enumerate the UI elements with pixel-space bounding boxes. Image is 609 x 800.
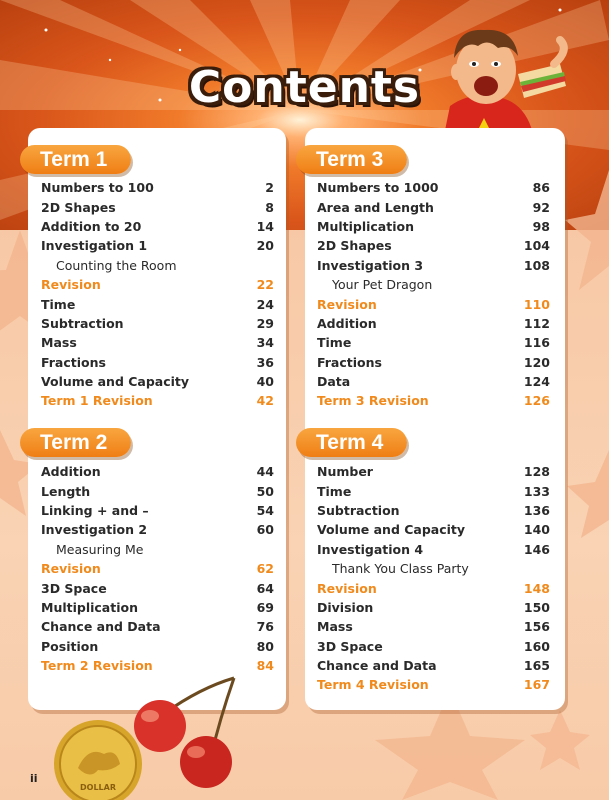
toc-entry xyxy=(317,217,550,236)
toc-entry-page: 126 xyxy=(523,393,550,409)
coin-text: DOLLAR xyxy=(80,783,116,792)
toc-entry-title: Subtraction xyxy=(41,315,124,331)
toc-entry-title: Mass xyxy=(317,619,353,635)
toc-entry-page: 110 xyxy=(523,296,550,312)
toc-entry-page: 62 xyxy=(256,561,274,577)
toc-entry-title: Fractions xyxy=(41,354,106,370)
toc-entry-title: Measuring Me xyxy=(56,541,144,557)
toc-entry xyxy=(41,256,274,275)
toc-entry xyxy=(317,236,550,255)
toc-entry xyxy=(41,294,274,313)
toc-entry xyxy=(317,275,550,294)
term-2-heading: Term 2 xyxy=(20,428,131,457)
toc-entry-title: 2D Shapes xyxy=(41,199,116,215)
toc-entry xyxy=(317,637,550,656)
toc-entry xyxy=(317,353,550,372)
toc-entry xyxy=(41,372,274,391)
toc-entry xyxy=(41,391,274,410)
toc-entry xyxy=(41,598,274,617)
toc-entry xyxy=(41,178,274,197)
toc-entry-title: Numbers to 100 xyxy=(41,180,154,196)
toc-entry-page: 128 xyxy=(523,464,550,480)
toc-entry-title: 2D Shapes xyxy=(317,238,392,254)
toc-entry-page: 60 xyxy=(256,522,274,538)
toc-entry-title: Area and Length xyxy=(317,199,434,215)
toc-entry-title: Investigation 4 xyxy=(317,541,424,557)
toc-entry-title: Number xyxy=(317,464,373,480)
toc-entry-page: 146 xyxy=(523,541,550,557)
toc-entry xyxy=(41,559,274,578)
toc-entry-page: 86 xyxy=(532,180,550,196)
toc-entry-page: 76 xyxy=(256,619,274,635)
toc-entry xyxy=(41,481,274,500)
toc-entry xyxy=(41,501,274,520)
toc-entry xyxy=(317,462,550,481)
toc-entry-page: 167 xyxy=(523,677,550,693)
boy-eating-sandwich-illustration xyxy=(432,20,577,145)
toc-entry-title: Counting the Room xyxy=(56,257,177,273)
toc-entry-page: 20 xyxy=(256,238,274,254)
toc-entry-page: 80 xyxy=(256,638,274,654)
toc-entry-page: 69 xyxy=(256,599,274,615)
toc-entry-page: 104 xyxy=(523,238,550,254)
toc-entry-title: Mass xyxy=(41,335,77,351)
toc-entry xyxy=(41,578,274,597)
toc-entry-page: 34 xyxy=(256,335,274,351)
toc-entry-page: 2 xyxy=(265,180,274,196)
toc-entry-title: 3D Space xyxy=(317,638,383,654)
toc-entry-title: Position xyxy=(41,638,99,654)
toc-entry-page: 24 xyxy=(256,296,274,312)
toc-entry-page: 140 xyxy=(523,522,550,538)
toc-entry xyxy=(41,353,274,372)
toc-entry-page: 150 xyxy=(523,599,550,615)
toc-entry-page: 160 xyxy=(523,638,550,654)
toc-entry xyxy=(41,637,274,656)
toc-entry-title: Revision xyxy=(317,580,377,596)
toc-entry xyxy=(317,314,550,333)
toc-entry-title: Addition to 20 xyxy=(41,218,142,234)
toc-entry-title: Linking + and – xyxy=(41,502,149,518)
term-4-list xyxy=(317,462,550,695)
toc-entry-page: 14 xyxy=(256,218,274,234)
toc-entry xyxy=(41,333,274,352)
term-1-list xyxy=(41,178,274,411)
toc-entry-page: 116 xyxy=(523,335,550,351)
toc-entry-page: 54 xyxy=(256,502,274,518)
toc-entry xyxy=(41,540,274,559)
toc-entry-page: 36 xyxy=(256,354,274,370)
term-2-list xyxy=(41,462,274,675)
toc-entry-title: Term 3 Revision xyxy=(317,393,429,409)
toc-entry xyxy=(317,675,550,694)
toc-entry xyxy=(317,578,550,597)
toc-entry xyxy=(317,540,550,559)
toc-entry-page: 84 xyxy=(256,658,274,674)
toc-entry xyxy=(41,462,274,481)
toc-entry-title: Multiplication xyxy=(41,599,138,615)
toc-entry-page: 120 xyxy=(523,354,550,370)
toc-entry-title: Time xyxy=(41,296,76,312)
toc-entry xyxy=(317,197,550,216)
toc-entry-title: Time xyxy=(317,483,352,499)
toc-entry-page: 8 xyxy=(265,199,274,215)
toc-entry-title: Thank You Class Party xyxy=(332,561,469,577)
toc-entry-page: 40 xyxy=(256,374,274,390)
toc-entry xyxy=(317,481,550,500)
toc-entry xyxy=(317,617,550,636)
toc-entry xyxy=(317,333,550,352)
toc-entry-title: Chance and Data xyxy=(41,619,161,635)
toc-entry-title: Fractions xyxy=(317,354,382,370)
toc-entry-title: Investigation 1 xyxy=(41,238,148,254)
toc-entry-title: Chance and Data xyxy=(317,658,437,674)
toc-entry-title: Subtraction xyxy=(317,502,400,518)
toc-entry-title: Numbers to 1000 xyxy=(317,180,439,196)
toc-entry-title: Addition xyxy=(41,464,101,480)
toc-entry-title: Your Pet Dragon xyxy=(332,277,433,293)
term-3-list xyxy=(317,178,550,411)
toc-entry-page: 22 xyxy=(256,277,274,293)
toc-entry xyxy=(317,294,550,313)
toc-entry-page: 124 xyxy=(523,374,550,390)
toc-entry-title: Data xyxy=(317,374,351,390)
toc-entry-title: Term 1 Revision xyxy=(41,393,153,409)
toc-entry xyxy=(317,501,550,520)
toc-entry-page: 136 xyxy=(523,502,550,518)
toc-entry xyxy=(41,617,274,636)
term-3-heading: Term 3 xyxy=(296,145,407,174)
toc-entry-title: Volume and Capacity xyxy=(41,374,190,390)
toc-entry-title: 3D Space xyxy=(41,580,107,596)
toc-entry xyxy=(41,197,274,216)
term-1-heading: Term 1 xyxy=(20,145,131,174)
toc-entry-page: 165 xyxy=(523,658,550,674)
toc-entry xyxy=(41,236,274,255)
toc-entry-page: 156 xyxy=(523,619,550,635)
toc-entry-title: Term 4 Revision xyxy=(317,677,429,693)
toc-entry-title: Volume and Capacity xyxy=(317,522,466,538)
toc-entry-page: 42 xyxy=(256,393,274,409)
toc-entry-title: Division xyxy=(317,599,374,615)
toc-entry-title: Length xyxy=(41,483,91,499)
toc-entry-title: Investigation 2 xyxy=(41,522,148,538)
coin-and-cherries-illustration xyxy=(50,668,250,800)
toc-entry-title: Multiplication xyxy=(317,218,414,234)
toc-entry-title: Time xyxy=(317,335,352,351)
toc-entry xyxy=(317,256,550,275)
toc-entry xyxy=(317,520,550,539)
toc-entry xyxy=(317,598,550,617)
toc-entry xyxy=(41,217,274,236)
page-number: ii xyxy=(30,772,38,785)
toc-entry xyxy=(317,178,550,197)
toc-entry-page: 44 xyxy=(256,464,274,480)
toc-entry-title: Revision xyxy=(317,296,377,312)
toc-entry xyxy=(317,656,550,675)
toc-entry-page: 98 xyxy=(532,218,550,234)
toc-entry-page: 133 xyxy=(523,483,550,499)
toc-entry-page: 64 xyxy=(256,580,274,596)
toc-entry-title: Revision xyxy=(41,561,101,577)
toc-entry xyxy=(41,314,274,333)
toc-entry-page: 112 xyxy=(523,315,550,331)
toc-entry-title: Revision xyxy=(41,277,101,293)
toc-entry-title: Addition xyxy=(317,315,377,331)
toc-entry-page: 92 xyxy=(532,199,550,215)
toc-entry-page: 108 xyxy=(523,257,550,273)
term-4-heading: Term 4 xyxy=(296,428,407,457)
toc-entry xyxy=(317,391,550,410)
toc-entry xyxy=(41,275,274,294)
toc-entry-page: 50 xyxy=(256,483,274,499)
star-decoration-right-2 xyxy=(565,440,609,540)
toc-entry-page: 148 xyxy=(523,580,550,596)
page-title: Contents xyxy=(188,62,421,113)
toc-entry xyxy=(317,559,550,578)
toc-entry-page: 29 xyxy=(256,315,274,331)
star-decoration-right xyxy=(565,170,609,300)
toc-entry-title: Term 2 Revision xyxy=(41,658,153,674)
toc-entry-title: Investigation 3 xyxy=(317,257,424,273)
toc-entry xyxy=(317,372,550,391)
toc-entry xyxy=(41,520,274,539)
